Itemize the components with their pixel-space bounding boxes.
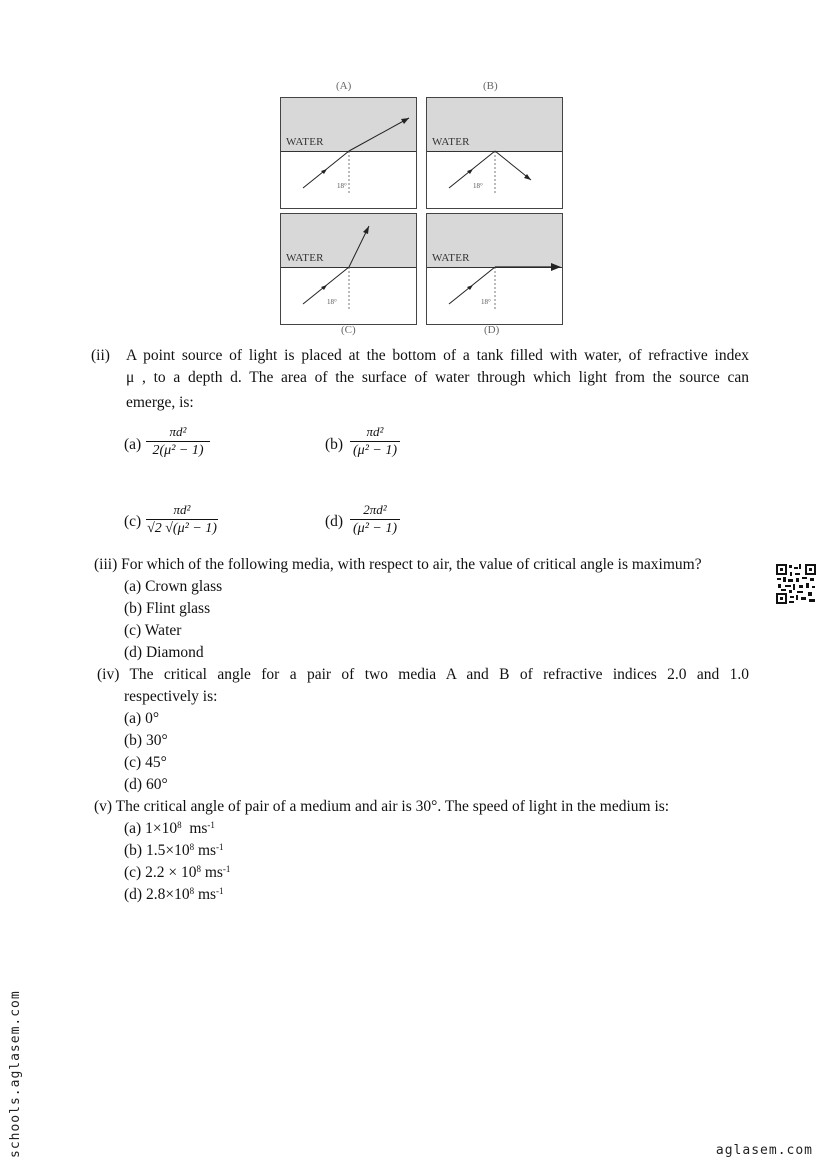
q2-number: (ii) — [91, 347, 110, 364]
water-label: WATER — [286, 252, 324, 264]
q5-text: (v) The critical angle of pair of a medium and air is 30°. The speed of light in the medium is: — [94, 798, 670, 815]
ray-diagram-a — [281, 98, 416, 208]
q3-option-c: (c) Water — [124, 622, 182, 639]
svg-text:18°: 18° — [337, 182, 347, 190]
q2-line-2: μ , to a depth d. The area of the surface of water through which light from the source can — [126, 369, 749, 386]
q2-line-1: A point source of light is placed at the bottom of a tank filled with water, of refractive index — [126, 347, 749, 364]
ray-diagram-b — [427, 98, 562, 208]
q4-option-a: (a) 0° — [124, 710, 160, 727]
water-label: WATER — [286, 136, 324, 148]
svg-text:18°: 18° — [481, 298, 491, 306]
refraction-figure — [278, 78, 568, 340]
panel-label-a: (A) — [336, 80, 352, 92]
q3-option-d: (d) Diamond — [124, 644, 204, 661]
water-label: WATER — [432, 252, 470, 264]
q3-option-b: (b) Flint glass — [124, 600, 211, 617]
panel-label-d: (D) — [484, 324, 500, 336]
q2-option-b-label: (b) — [325, 436, 344, 453]
q4-option-c: (c) 45° — [124, 754, 167, 771]
q3-option-a: (a) Crown glass — [124, 578, 223, 595]
footer-watermark: aglasem.com — [715, 1143, 813, 1158]
q2-option-b-fraction: πd² (μ² − 1) — [350, 424, 400, 459]
q2-option-d-fraction: 2πd² (μ² − 1) — [350, 502, 400, 537]
q2-line-3: emerge, is: — [126, 394, 194, 411]
panel-d — [426, 213, 563, 325]
panel-a — [280, 97, 417, 209]
water-label: WATER — [432, 136, 470, 148]
qr-code-icon — [776, 564, 816, 604]
svg-text:18°: 18° — [327, 298, 337, 306]
q2-option-c-label: (c) — [124, 513, 142, 530]
q2-option-a-fraction: πd² 2(μ² − 1) — [146, 424, 210, 459]
ray-diagram-d — [427, 214, 562, 324]
q3-text: (iii) For which of the following media, with respect to air, the value of critical angle is maximum? — [94, 556, 702, 573]
q2-option-a-label: (a) — [124, 436, 142, 453]
svg-text:18°: 18° — [473, 182, 483, 190]
q4-line-2: respectively is: — [124, 688, 218, 705]
panel-c — [280, 213, 417, 325]
panel-label-c: (C) — [341, 324, 356, 336]
side-watermark: schools.aglasem.com — [8, 990, 23, 1158]
q4-option-b: (b) 30° — [124, 732, 168, 749]
q4-line-1: (iv) The critical angle for a pair of two media A and B of refractive indices 2.0 and 1.0 — [97, 666, 749, 683]
panel-label-b: (B) — [483, 80, 498, 92]
q5-option-b: (b) $1.5\times 10^8$ $ms^{-1}$ — [124, 842, 224, 859]
q5-option-c: (c) $2.2 \times 10^8$ $ms^{-1}$ — [124, 864, 231, 881]
q2-option-c-fraction: πd² √2 √(μ² − 1) — [147, 502, 217, 536]
q2-option-d-label: (d) — [325, 513, 344, 530]
panel-b — [426, 97, 563, 209]
q4-option-d: (d) 60° — [124, 776, 168, 793]
ray-diagram-c — [281, 214, 416, 324]
q5-option-a: (a) $1\times 10^8$ $ms^{-1}$ — [124, 820, 215, 837]
q5-option-d: (d) $2.8\times 10^8$ $ms^{-1}$ — [124, 886, 224, 903]
